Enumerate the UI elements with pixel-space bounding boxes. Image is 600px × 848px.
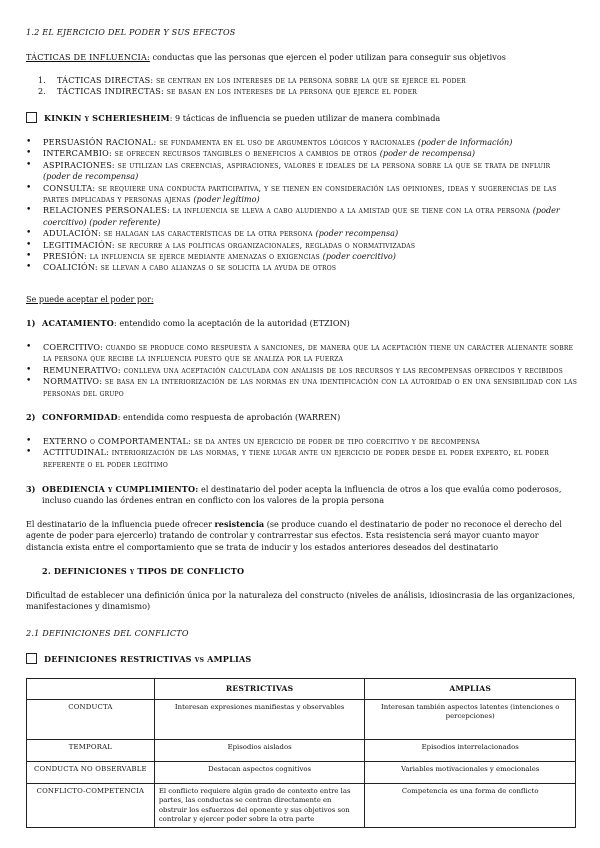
section-2-heading: 2. DEFINICIONES y TIPOS DE CONFLICTO [42,566,245,576]
table-row: CONDUCTA NO OBSERVABLE Destacan aspectos cognitivos Variables motivacionales y emocionales [27,762,576,784]
list-item: • COALICIÓN: se llevan a cabo alianzas o se solicita la ayuda de otros [26,262,578,273]
heading-2-1: 2.1 DEFINICIONES DEL CONFLICTO [26,628,189,638]
resistencia-paragraph: El destinatario de la influencia puede ofrecer resistencia (se produce cuando el destinatario de poder no reconoce el derecho del agente de poder para ejercerlo) tratando de controlar y contrarrestar sus efectos. Esta resistencia será mayor cuanto mayor distancia exista entre el comportamiento que se trata de inducir y los estados anteriores deseados del destinatario [26,519,563,552]
list-item: • INTERCAMBIO: se ofrecen recursos tangibles o beneficios a cambios de otros (poder de recompensa) [26,148,578,159]
list-item: 2. TÁCTICAS INDIRECTAS: se basan en los intereses de la persona que ejerce el poder [38,86,418,97]
list-item: • LEGITIMACIÓN: se recurre a las políticas organizacionales, regladas o normativizadas [26,240,578,251]
tacticas-paragraph [26,52,576,63]
definiciones-table [26,678,576,828]
list-item: • REMUNERATIVO: conlleva una aceptación calculada con análisis de los recursos y las recompensas ofrecidos y recibidos [26,365,578,376]
acatamiento-line: 1) ACATAMIENTO: entendido como la aceptación de la autoridad (ETZION) [26,318,350,328]
tacticas-label: TÁCTICAS DE INFLUENCIA: [26,52,150,62]
list-item: • PRESIÓN: la influencia se ejerce mediante amenazas o exigencias (poder coercitivo) [26,251,578,262]
list-item: • RELACIONES PERSONALES: la influencia se lleva a cabo aludiendo a la amistad que se tiene con la otra persona (poder coercitivo) (poder referente) [26,205,578,228]
column-header-amplias: AMPLIAS [365,679,576,700]
obediencia-paragraph: 3) OBEDIENCIA y CUMPLIMIENTO: el destinatario del poder acepta la influencia de otros a los que evalúa como poderosos, incluso cuando las órdenes entran en conflicto con los valores de la propia persona [26,484,562,506]
definiciones-line: DEFINICIONES RESTRICTIVAS vs AMPLIAS [26,653,251,665]
checkbox-icon [26,653,37,664]
list-item: • ADULACIÓN: se halagan las características de la otra persona (poder recompensa) [26,228,578,239]
tacticas-list [26,75,576,98]
dificultad-paragraph: Dificultad de establecer una definición única por la naturaleza del constructo (niveles de análisis, idiosincrasia de las organizaciones, manifestaciones y dinamismo) [26,590,576,612]
list-item: • ASPIRACIONES: se utilizan las creencias, aspiraciones, valores e ideales de la persona sobre la que se trata de influir (poder de recompensa) [26,160,578,183]
tacticas-text: conductas que las personas que ejercen el poder utilizan para conseguir sus objetivos [149,52,506,62]
kipnis-text: : 9 tácticas de influencia se pueden utilizar de manera combinada [169,113,441,123]
table-row: CONFLICTO-COMPETENCIA El conflicto requiere algún grado de contexto entre las partes, las conductas se centran directamente en obstruir los esfuerzos del oponente y sus objetivos son controlar y ejercer poder sobre la otra parte Competencia es una forma de conflicto [27,784,576,828]
list-item: • ACTITUDINAL: interiorización de las normas, y tiene lugar ante un ejercicio de poder desde el poder experto, el poder referente o el poder legítimo [26,447,578,470]
checkbox-icon [26,112,37,123]
kipnis-label: KINKIN y SCHERIESHEIM [44,113,170,123]
conformidad-list [26,436,578,470]
list-item: 1. TÁCTICAS DIRECTAS: se centran en los intereses de la persona sobre la que se ejerce el poder [38,75,466,85]
acatamiento-list [26,342,578,399]
aceptar-heading: Se puede aceptar el poder por: [26,294,154,304]
list-item: • COERCITIVO: cuando se produce como respuesta a sanciones, de manera que la aceptación tiene un carácter alienante sobre la persona que recibe la influencia puesto que se analiza por la fuerza [26,342,578,365]
column-header-restrictivas: RESTRICTIVAS [154,679,365,700]
list-item: • PERSUASIÓN RACIONAL: se fundamenta en el uso de argumentos lógicos y racionales (poder de información) [26,137,578,148]
list-item: • NORMATIVO: se basa en la interiorización de las normas en una identificación con la autoridad o en una sensibilidad con las personas del grupo [26,376,578,399]
tacticas-9-list [26,137,578,274]
list-item: • CONSULTA: se requiere una conducta participativa, y se tienen en consideración las opiniones, ideas y sugerencias de las partes implicadas y personas ajenas (poder legítimo) [26,183,578,206]
conformidad-line: 2) CONFORMIDAD: entendida como respuesta de aprobación (WARREN) [26,412,341,422]
kipnis-line [26,112,576,124]
table-row: TEMPORAL Episodios aislados Episodios interrelacionados [27,740,576,762]
heading-1-2: 1.2 EL EJERCICIO DEL PODER Y SUS EFECTOS [26,27,236,37]
table-header-row [27,679,576,700]
table-row: CONDUCTA Interesan expresiones manifiestas y observables Interesan también aspectos latentes (intenciones o percepciones) [27,700,576,740]
list-item: • EXTERNO o COMPORTAMENTAL: se da antes un ejercicio de poder de tipo coercitivo y de recompensa [26,436,578,447]
